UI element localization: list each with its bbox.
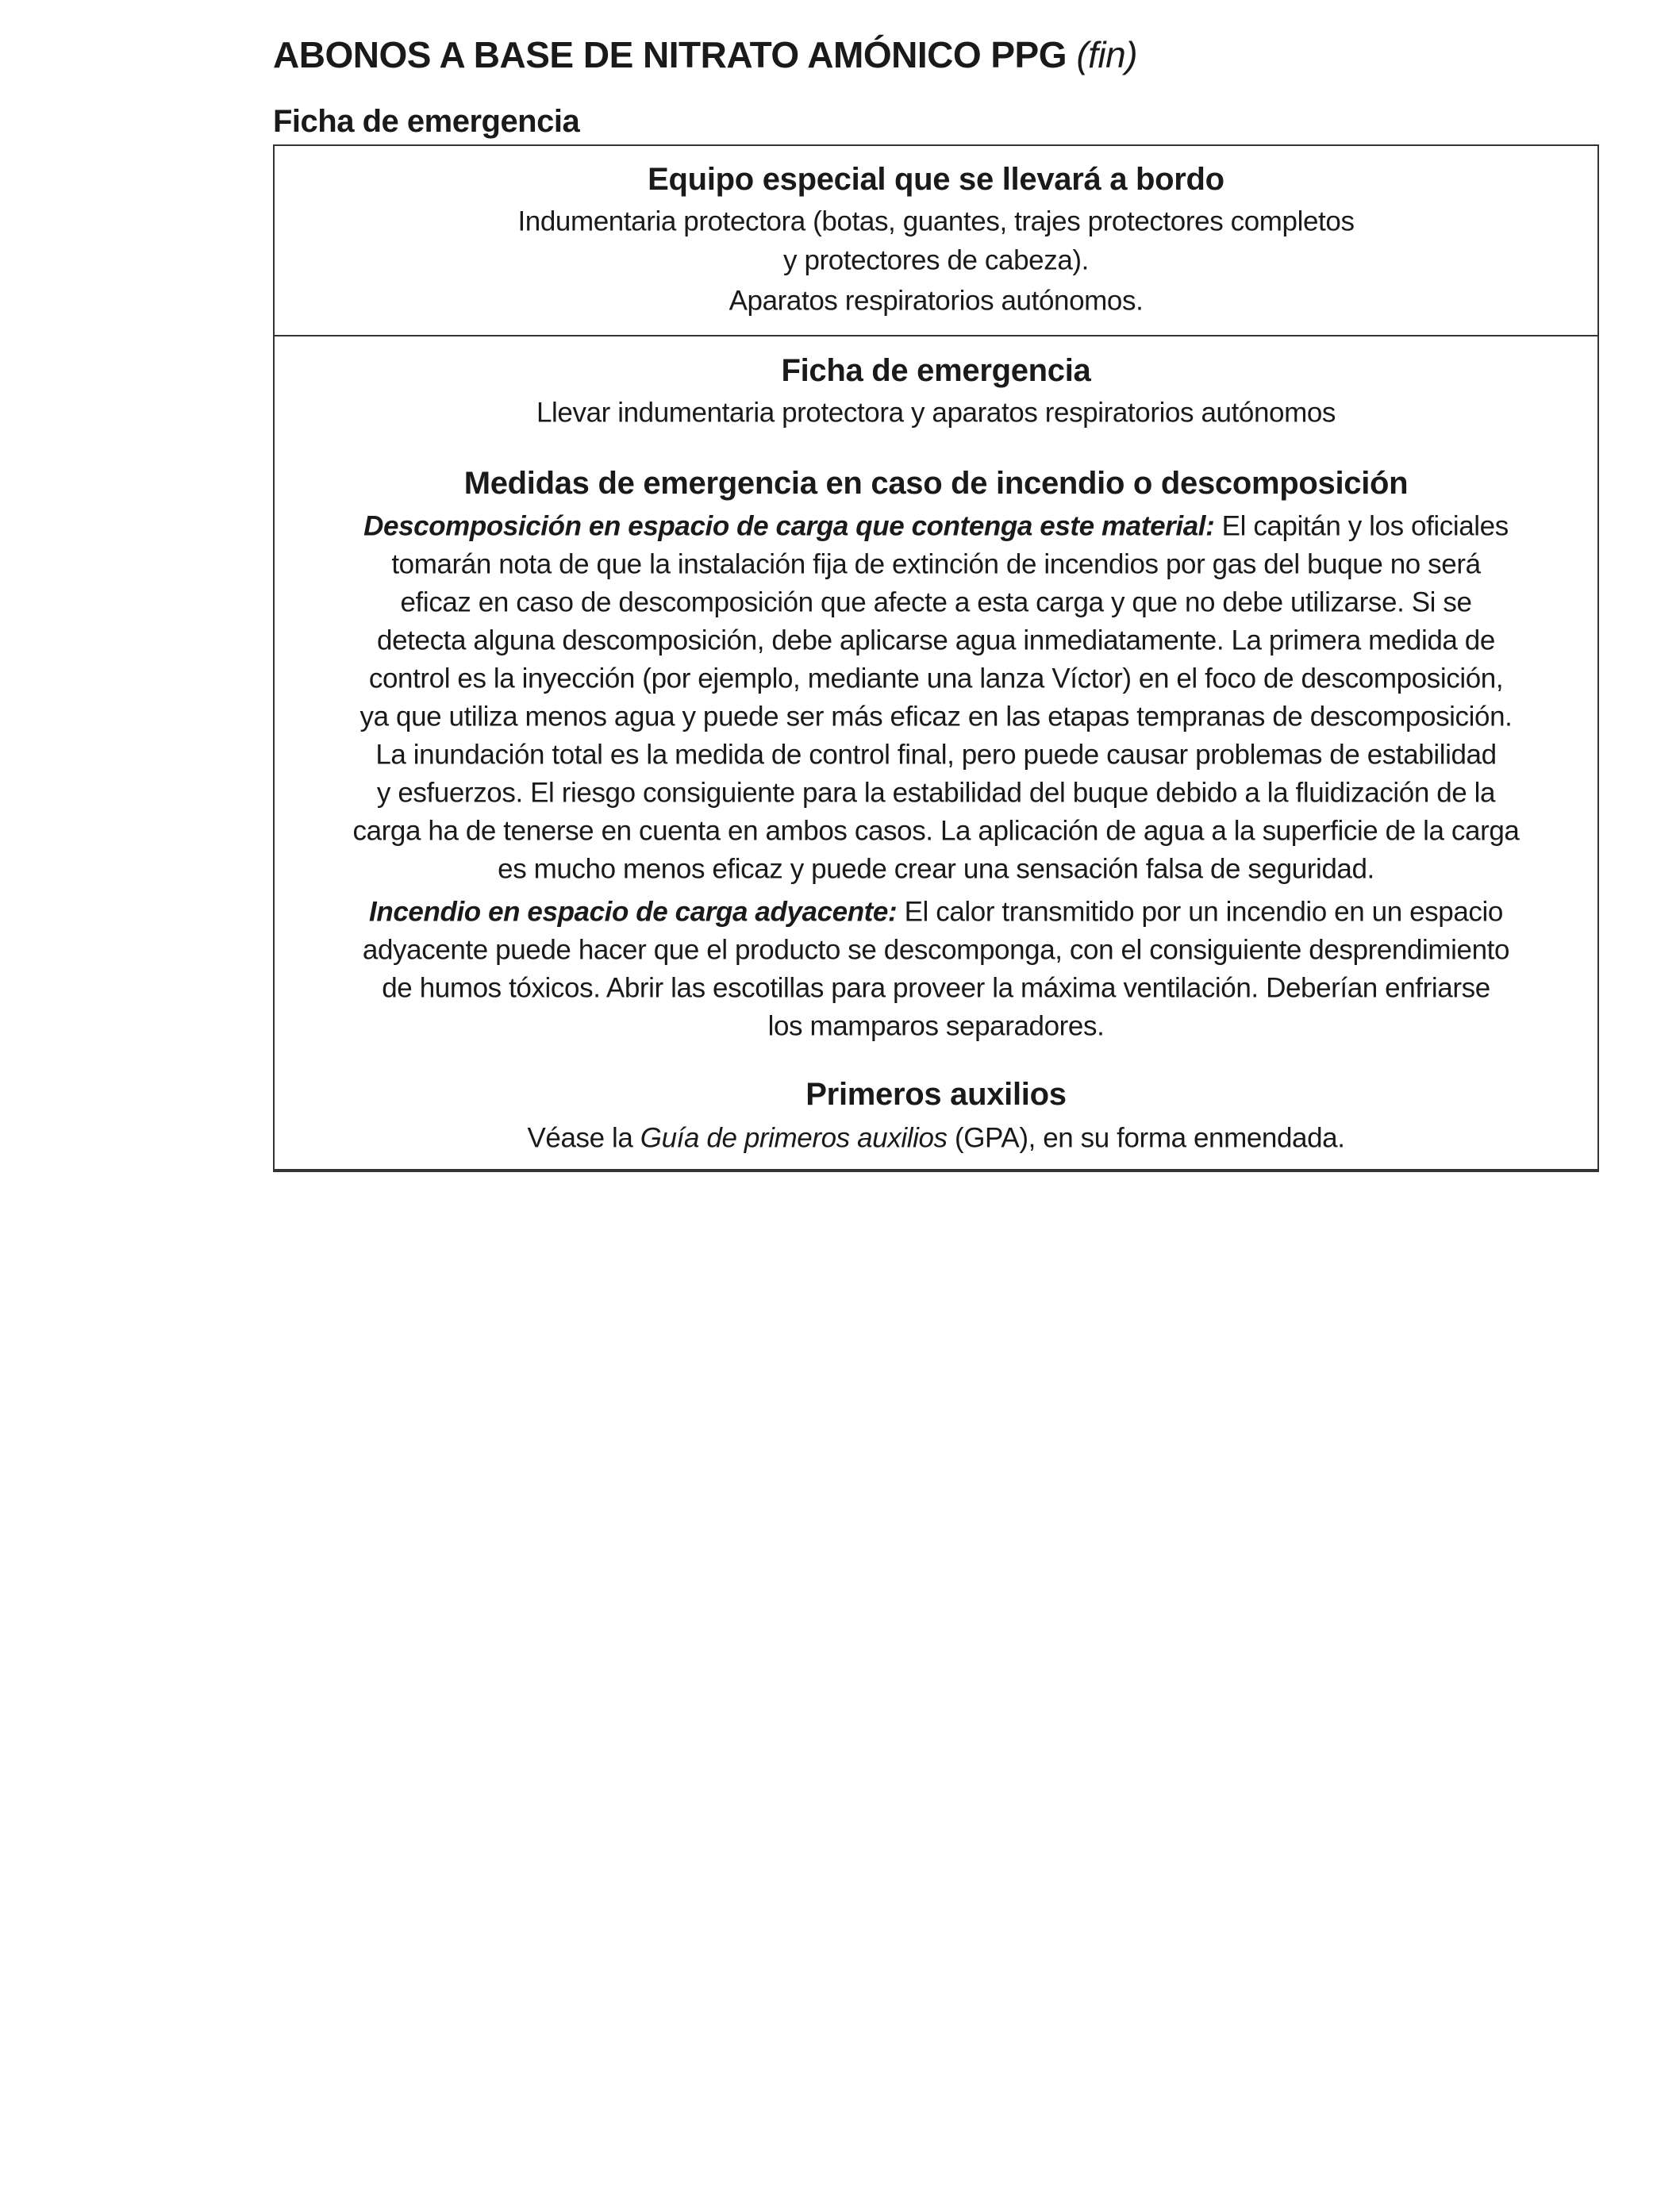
- measures-line: [273, 741, 1599, 769]
- first-aid-heading: Primeros auxilios: [805, 1077, 1067, 1112]
- measures-line-text: los mamparos separadores.: [767, 1010, 1105, 1042]
- measures-line: [273, 510, 1599, 542]
- measures-line: [273, 855, 1599, 883]
- measures-line: [273, 817, 1599, 845]
- emergency-card-heading: Ficha de emergencia: [781, 353, 1091, 388]
- measures-line-lead: Incendio en espacio de carga adyacente:: [369, 896, 898, 928]
- measures-line: [273, 1010, 1599, 1042]
- measures-line: [273, 548, 1599, 580]
- page-title: ABONOS A BASE DE NITRATO AMÓNICO PPG (fin): [273, 34, 1138, 75]
- measures-line-text: de humos tóxicos. Abrir las escotillas para proveer la máxima ventilación. Deberían enfriarse: [382, 972, 1490, 1004]
- measures-line-text: control es la inyección (por ejemplo, mediante una lanza Víctor) en el foco de descomposición,: [368, 663, 1504, 694]
- measures-line: [273, 936, 1599, 964]
- measures-line-text: es mucho menos eficaz y puede crear una sensación falsa de seguridad.: [498, 853, 1374, 885]
- measures-line-text: ya que utiliza menos agua y puede ser más eficaz en las etapas tempranas de descomposición.: [359, 701, 1513, 732]
- measures-line: [273, 665, 1599, 693]
- equipment-line: Indumentaria protectora (botas, guantes, trajes protectores completos: [517, 206, 1355, 237]
- measures-line-text: eficaz en caso de descomposición que afecte a esta carga y que no debe utilizarse. Si se: [400, 586, 1472, 618]
- equipment-line: Aparatos respiratorios autónomos.: [729, 285, 1144, 317]
- measures-line-lead: Descomposición en espacio de carga que contenga este material:: [363, 510, 1215, 542]
- divider: [273, 335, 1599, 336]
- measures-line: [273, 586, 1599, 618]
- measures-line-text: detecta alguna descomposición, debe aplicarse agua inmediatamente. La primera medida de: [377, 625, 1495, 656]
- measures-line: [273, 627, 1599, 655]
- measures-line-text: carga ha de tenerse en cuenta en ambos casos. La aplicación de agua a la superficie de la carga: [352, 815, 1520, 847]
- emergency-card-text: Llevar indumentaria protectora y aparatos respiratorios autónomos: [536, 397, 1336, 429]
- measures-line: [273, 703, 1599, 731]
- measures-line-text: y esfuerzos. El riesgo consiguiente para la estabilidad del buque debido a la fluidización de la: [376, 777, 1496, 809]
- title-suffix: (fin): [1076, 34, 1138, 75]
- measures-line: [273, 972, 1599, 1004]
- measures-heading: Medidas de emergencia en caso de incendio o descomposición: [463, 466, 1409, 501]
- measures-line-text: El calor transmitido por un incendio en un espacio: [897, 896, 1503, 928]
- measures-line-text: adyacente puede hacer que el producto se descomponga, con el consiguiente desprendimiento: [362, 934, 1510, 966]
- first-aid-text: Véase la Guía de primeros auxilios (GPA), en su forma enmendada.: [527, 1122, 1345, 1154]
- measures-line: [273, 779, 1599, 807]
- equipment-line: y protectores de cabeza).: [783, 244, 1089, 276]
- measures-line-text: tomarán nota de que la instalación fija de extinción de incendios por gas del buque no será: [391, 548, 1481, 580]
- measures-line: [273, 898, 1599, 926]
- first-aid-guide-title: Guía de primeros auxilios: [640, 1122, 948, 1154]
- section-subtitle: Ficha de emergencia: [273, 104, 580, 139]
- equipment-heading: Equipo especial que se llevará a bordo: [648, 162, 1224, 197]
- measures-line-text: El capitán y los oficiales: [1214, 510, 1509, 542]
- measures-line-text: La inundación total es la medida de control final, pero puede causar problemas de estabilidad: [375, 739, 1497, 771]
